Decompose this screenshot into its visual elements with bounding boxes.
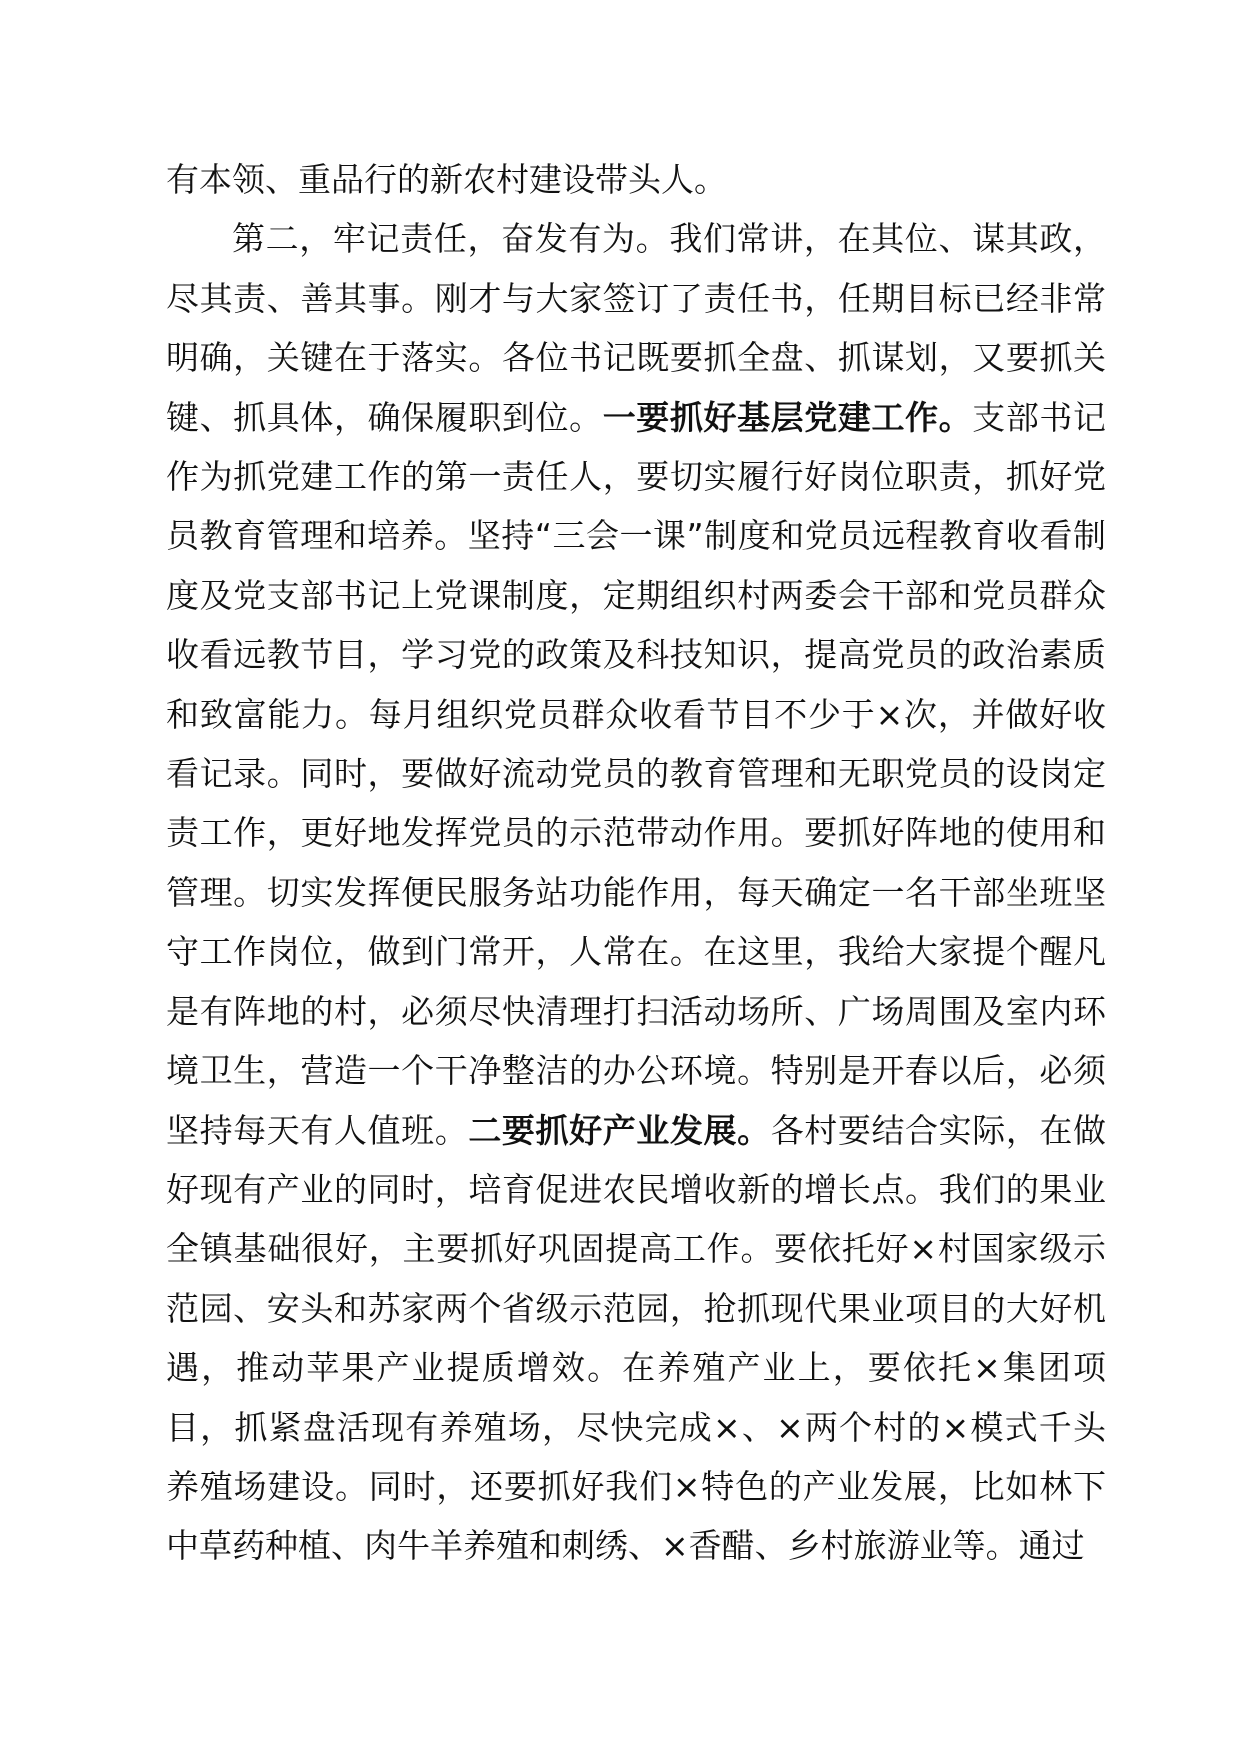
paragraph-1 (166, 150, 1106, 209)
paragraph-1-text: 有本领、重品行的新农村建设带头人。 (166, 160, 727, 199)
subheading-industry-development: 二要抓好产业发展。 (468, 1110, 771, 1150)
point-heading: 牢记责任， (332, 219, 502, 259)
party-building-text: 支部书记作为抓党建工作的第一责任人，要切实履行好岗位职责，抓好党员教育管理和培养。坚持“三会一课”制度和党员远程教育收看制度及党支部书记上党课制度，定期组织村两委会干部和党员群众收看远教节目，学习党的政策及科技知识，提高党员的政治素质和致富能力。每月组织党员群众收看节目不少于×次，并做好收看记录。同时，要做好流动党员的教育管理和无职党员的设岗定责工作，更好地发挥党员的示范带动作用。要抓好阵地的使用和管理。切实发挥便民服务站功能作用，每天确定一名干部坐班坚守工作岗位，做到门常开，人常在。在这里，我给大家提个醒凡是有阵地的村，必须尽快清理打扫活动场所、广场周围及室内环境卫生，营造一个干净整洁的办公环境。特别是开春以后，必须坚持每天有人值班。 (166, 397, 1107, 1150)
paragraph-2 (166, 209, 1106, 1575)
point-number: 第二， (232, 219, 333, 259)
subheading-party-building: 一要抓好基层党建工作。 (602, 397, 973, 437)
document-body (166, 150, 1106, 1576)
industry-development-text: 各村要结合实际，在做好现有产业的同时，培育促进农民增收新的增长点。我们的果业全镇基础很好，主要抓好巩固提高工作。要依托好×村国家级示范园、安头和苏家两个省级示范园，抢抓现代果业项目的大好机遇，推动苹果产业提质增效。在养殖产业上，要依托×集团项目，抓紧盘活现有养殖场，尽快完成×、×两个村的×模式千头养殖场建设。同时，还要抓好我们×特色的产业发展，比如林下中草药种植、肉牛羊养殖和刺绣、×香醋、乡村旅游业等。通过 (166, 1110, 1107, 1566)
paragraph-2-intro-text: 奋发有为。我们常讲，在其位、谋其政，尽其责、善其事。刚才与大家签订了责任书，任期目标已经非常明确，关键在于落实。各位书记既要抓全盘、抓谋划，又要抓关键、抓具体，确保履职到位。 (166, 219, 1107, 437)
